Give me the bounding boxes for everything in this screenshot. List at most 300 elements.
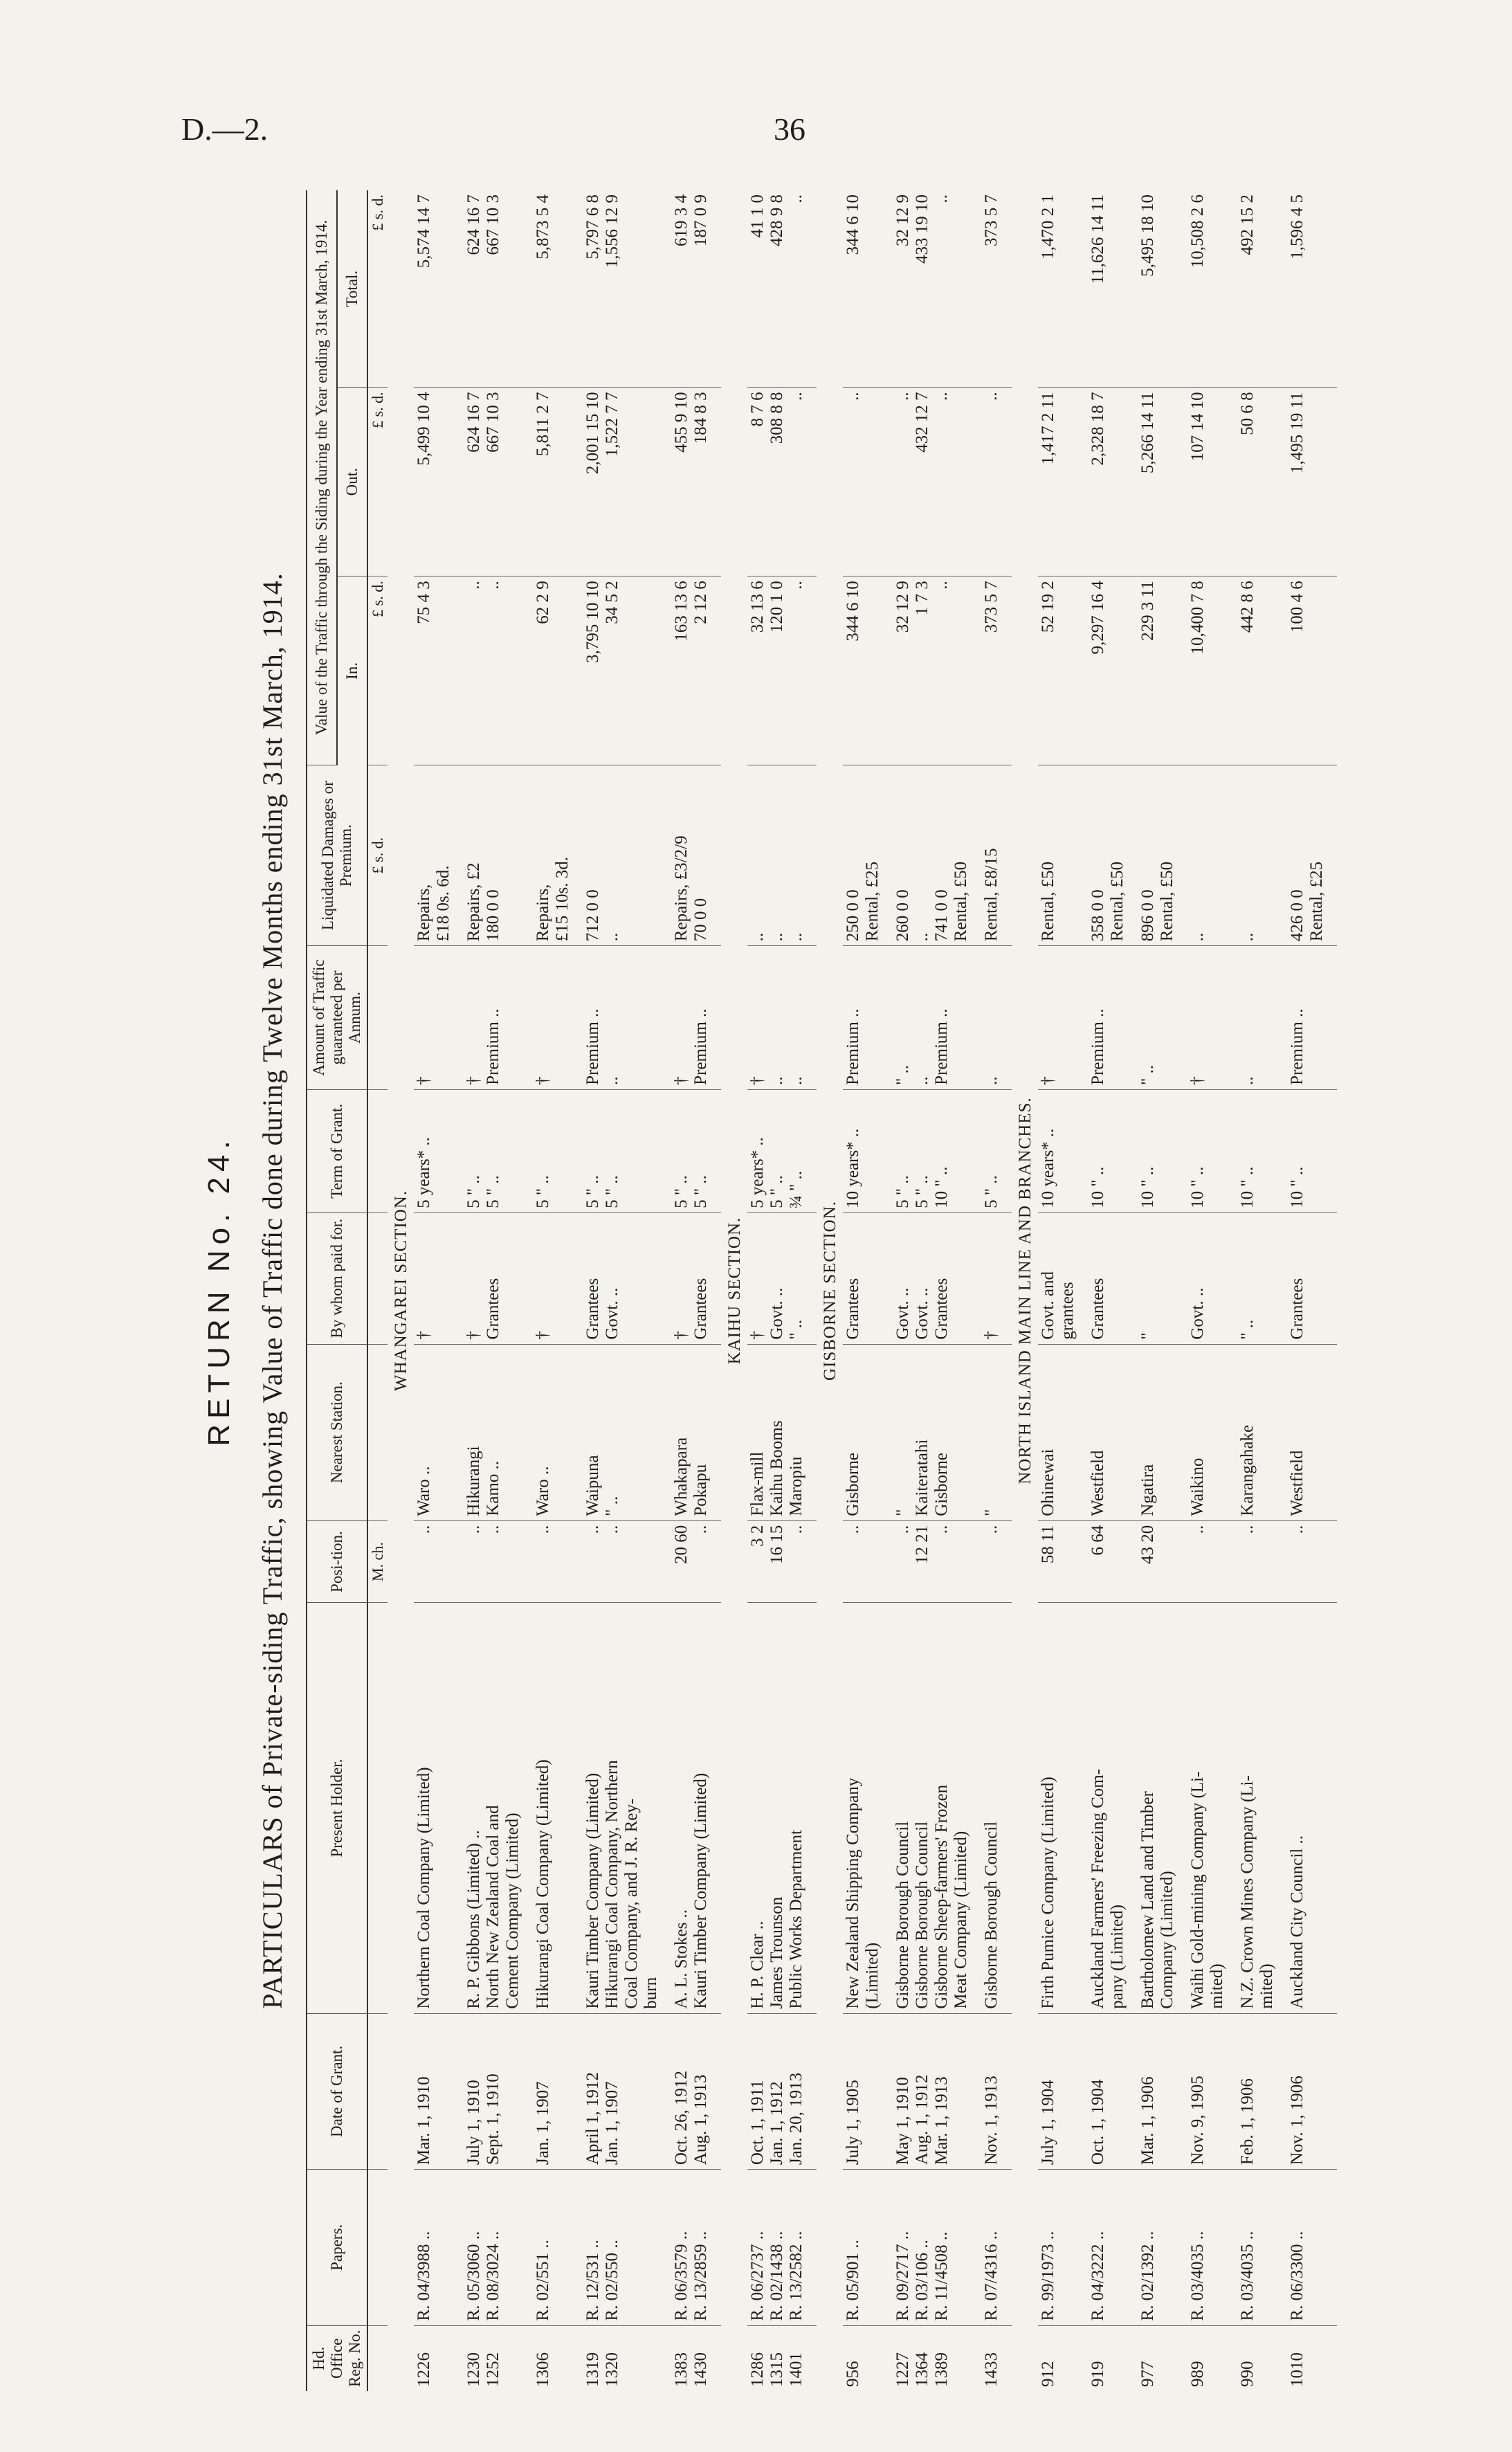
spacer-cell bbox=[1178, 576, 1187, 765]
spacer-cell bbox=[883, 1603, 893, 2013]
value-out-cell: 107 14 10 bbox=[1187, 388, 1228, 576]
station-cell: Waipuna " .. bbox=[583, 1344, 662, 1520]
spacer-cell bbox=[1327, 388, 1337, 576]
spacer-cell bbox=[662, 765, 671, 946]
guaranteed-cell: † bbox=[1187, 946, 1228, 1090]
value-out-cell: 624 16 7 667 10 3 bbox=[464, 388, 523, 576]
term-cell: 5 " .. bbox=[533, 1089, 573, 1213]
spacer-cell bbox=[454, 2013, 464, 2169]
station-cell: " bbox=[981, 1344, 1002, 1520]
reg-cell: 956 bbox=[844, 2361, 862, 2387]
value-in-cell: 32 13 6 120 1 0 .. bbox=[747, 576, 807, 765]
spacer-cell bbox=[883, 765, 893, 946]
spacer-cell bbox=[972, 1603, 981, 2013]
spacer-cell bbox=[1178, 1213, 1187, 1344]
papers-cell: R. 03/4035 .. bbox=[1187, 2170, 1228, 2325]
reg-cell: 1230 1252 bbox=[464, 2352, 502, 2387]
spacer-cell bbox=[1327, 1089, 1337, 1213]
date-cell: July 1, 1904 bbox=[1038, 2013, 1078, 2169]
spacer-cell bbox=[1078, 765, 1088, 946]
papers-cell: R. 09/2717 .. R. 03/106 .. R. 11/4508 .. bbox=[893, 2170, 972, 2325]
date-cell: Mar. 1, 1910 bbox=[414, 2013, 454, 2169]
spacer-cell bbox=[1277, 2325, 1287, 2391]
spacer-cell bbox=[807, 2170, 817, 2325]
table-row bbox=[1038, 190, 1078, 2391]
holder-cell: R. P. Gibbons (Limited) .. North New Zealand Coal and Cement Company (Limited) bbox=[464, 1603, 523, 2013]
station-cell: Karangahake bbox=[1237, 1344, 1277, 1520]
position-cell: 43 20 bbox=[1138, 1520, 1178, 1603]
term-cell: 5 " .. 5 " .. 10 " .. bbox=[893, 1089, 972, 1213]
date-cell: Nov. 9, 1905 bbox=[1187, 2013, 1228, 2169]
spacer-cell bbox=[1128, 576, 1138, 765]
spacer-cell bbox=[1327, 1344, 1337, 1520]
spacer-cell bbox=[454, 1603, 464, 2013]
spacer-cell bbox=[523, 1603, 533, 2013]
header-in: In. bbox=[337, 576, 367, 765]
spacer-cell bbox=[807, 576, 817, 765]
term-cell: 10 " .. bbox=[1287, 1089, 1327, 1213]
value-total-cell: 492 15 2 bbox=[1237, 190, 1277, 388]
spacer-cell bbox=[1327, 190, 1337, 388]
spacer-cell bbox=[1178, 388, 1187, 576]
spacer-cell bbox=[1277, 1089, 1287, 1213]
spacer-cell bbox=[1128, 2013, 1138, 2169]
position-cell: .. .. bbox=[583, 1520, 662, 1603]
spacer-cell bbox=[1228, 1213, 1237, 1344]
spacer-cell bbox=[573, 576, 583, 765]
reg-cell: 912 bbox=[1039, 2361, 1057, 2387]
value-out-cell: 1,417 2 11 bbox=[1038, 388, 1078, 576]
paid-by-cell: Grantees bbox=[1088, 1213, 1128, 1344]
damages-cell: Repairs, £15 10s. 3d. bbox=[533, 765, 573, 946]
return-main-title: PARTICULARS of Private-siding Traffic, showing Value of Traffic done during Twelve Months ending 31st March, 1914. bbox=[257, 572, 288, 2009]
table-row bbox=[1138, 190, 1178, 2391]
spacer-cell bbox=[523, 576, 533, 765]
spacer-cell bbox=[711, 190, 721, 388]
position-cell: .. bbox=[1287, 1520, 1327, 1603]
spacer-cell bbox=[523, 2013, 533, 2169]
spacer-cell bbox=[523, 2170, 533, 2325]
spacer-cell bbox=[1277, 1344, 1287, 1520]
paid-by-cell: † bbox=[981, 1213, 1002, 1344]
guaranteed-cell: † bbox=[1038, 946, 1078, 1090]
guaranteed-cell: † bbox=[414, 946, 454, 1090]
spacer-cell bbox=[1277, 1603, 1287, 2013]
row-spacer bbox=[1128, 190, 1138, 2391]
value-total-cell: 5,873 5 4 bbox=[533, 190, 573, 388]
spacer-cell bbox=[523, 1520, 533, 1603]
damages-cell: Repairs, £3/2/9 70 0 0 bbox=[671, 765, 711, 946]
spacer-cell bbox=[523, 1344, 533, 1520]
spacer-cell bbox=[1002, 765, 1012, 946]
value-total-cell: 41 1 0 428 9 8 .. bbox=[747, 190, 807, 388]
holder-cell: A. L. Stokes .. Kauri Timber Company (Limited) bbox=[671, 1603, 711, 2013]
term-cell: 10 " .. bbox=[1237, 1089, 1277, 1213]
spacer-cell bbox=[711, 1520, 721, 1603]
term-cell: 10 " .. bbox=[1088, 1089, 1128, 1213]
position-cell: 20 60 .. bbox=[671, 1520, 711, 1603]
spacer-cell bbox=[972, 1213, 981, 1344]
paid-by-cell: Grantees Govt. .. bbox=[583, 1213, 662, 1344]
spacer-cell bbox=[454, 765, 464, 946]
value-in-cell: 32 12 9 1 7 3 .. bbox=[893, 576, 972, 765]
holder-cell: Auckland Farmers' Freezing Com- pany (Limited) bbox=[1088, 1603, 1128, 2013]
paid-by-cell: † Grantees bbox=[671, 1213, 711, 1344]
section-heading-row bbox=[721, 190, 747, 2391]
spacer-cell bbox=[1327, 2013, 1337, 2169]
damages-cell: 260 0 0 .. 741 0 0 Rental, £50 bbox=[893, 765, 972, 946]
spacer-cell bbox=[1078, 2013, 1088, 2169]
guaranteed-cell: † bbox=[533, 946, 573, 1090]
value-out-cell: 50 6 8 bbox=[1237, 388, 1277, 576]
value-total-cell: 1,596 4 5 bbox=[1287, 190, 1327, 388]
spacer-cell bbox=[662, 1603, 671, 2013]
spacer-cell bbox=[454, 190, 464, 388]
value-out-cell: 5,266 14 11 bbox=[1138, 388, 1178, 576]
spacer-cell bbox=[454, 946, 464, 1090]
spacer-cell bbox=[454, 1213, 464, 1344]
holder-cell: N.Z. Crown Mines Company (Li- mited) bbox=[1237, 1603, 1277, 2013]
spacer-cell bbox=[711, 1089, 721, 1213]
unit-out: £ s. d. bbox=[367, 388, 388, 576]
holder-cell: Northern Coal Company (Limited) bbox=[414, 1603, 454, 2013]
guaranteed-cell: Premium .. .. bbox=[583, 946, 662, 1090]
value-in-cell: 3,795 10 10 34 5 2 bbox=[583, 576, 662, 765]
spacer-cell bbox=[573, 1520, 583, 1603]
term-cell: 5 " .. 5 " .. bbox=[671, 1089, 711, 1213]
spacer-cell bbox=[1078, 1089, 1088, 1213]
station-cell: Ohinewai bbox=[1038, 1344, 1078, 1520]
table-row bbox=[671, 190, 711, 2391]
spacer-cell bbox=[662, 1089, 671, 1213]
value-in-cell: 344 6 10 bbox=[843, 576, 883, 765]
holder-cell: Bartholomew Land and Timber Company (Limited) bbox=[1138, 1603, 1178, 2013]
position-cell: .. .. bbox=[464, 1520, 523, 1603]
spacer-cell bbox=[1327, 1213, 1337, 1344]
spacer-cell bbox=[1002, 1213, 1012, 1344]
row-spacer bbox=[883, 190, 893, 2391]
private-siding-table bbox=[306, 190, 1337, 2391]
date-cell: May 1, 1910 Aug. 1, 1912 Mar. 1, 1913 bbox=[893, 2013, 972, 2169]
page-reference: D.—2. bbox=[181, 111, 268, 147]
spacer-cell bbox=[1178, 1089, 1187, 1213]
papers-cell: R. 06/3300 .. bbox=[1287, 2170, 1327, 2325]
holder-cell: H. P. Clear .. James Trounson Public Works Department bbox=[747, 1603, 807, 2013]
spacer-cell bbox=[1128, 1344, 1138, 1520]
spacer-cell bbox=[1178, 765, 1187, 946]
value-out-cell: 2,328 18 7 bbox=[1088, 388, 1128, 576]
value-in-cell: 10,400 7 8 bbox=[1187, 576, 1228, 765]
spacer-cell bbox=[1078, 1213, 1088, 1344]
spacer-cell bbox=[883, 190, 893, 388]
spacer-cell bbox=[1128, 1520, 1138, 1603]
spacer-cell bbox=[972, 2325, 981, 2391]
papers-cell: R. 06/2737 .. R. 02/1438 .. R. 13/2582 .. bbox=[747, 2170, 807, 2325]
paid-by-cell: Govt. .. Govt. .. Grantees bbox=[893, 1213, 972, 1344]
position-cell: .. 12 21 .. bbox=[893, 1520, 972, 1603]
value-total-cell: 5,797 6 8 1,556 12 9 bbox=[583, 190, 662, 388]
spacer-cell bbox=[454, 1520, 464, 1603]
spacer-cell bbox=[1002, 1520, 1012, 1603]
position-cell: 58 11 bbox=[1038, 1520, 1078, 1603]
spacer-cell bbox=[1002, 2325, 1012, 2391]
spacer-cell bbox=[807, 1089, 817, 1213]
table-row bbox=[583, 190, 662, 2391]
spacer-cell bbox=[573, 765, 583, 946]
spacer-cell bbox=[573, 1344, 583, 1520]
date-cell: Jan. 1, 1907 bbox=[533, 2013, 573, 2169]
section-heading: WHANGAREI SECTION. bbox=[392, 1190, 410, 1392]
value-in-cell: 229 3 11 bbox=[1138, 576, 1178, 765]
damages-cell: 712 0 0 .. bbox=[583, 765, 662, 946]
spacer-cell bbox=[883, 946, 893, 1090]
header-damages: Liquidated Damages or Premium. bbox=[307, 765, 367, 946]
row-spacer bbox=[711, 190, 721, 2391]
station-cell: Waro .. bbox=[533, 1344, 573, 1520]
papers-cell: R. 02/551 .. bbox=[533, 2170, 573, 2325]
papers-cell: R. 03/4035 .. bbox=[1237, 2170, 1277, 2325]
spacer-cell bbox=[662, 190, 671, 388]
guaranteed-cell: " .. .. Premium .. bbox=[893, 946, 972, 1090]
papers-cell: R. 06/3579 .. R. 13/2859 .. bbox=[671, 2170, 711, 2325]
guaranteed-cell: Premium .. bbox=[1088, 946, 1128, 1090]
spacer-cell bbox=[972, 2170, 981, 2325]
spacer-cell bbox=[523, 190, 533, 388]
spacer-cell bbox=[1078, 1520, 1088, 1603]
spacer-cell bbox=[807, 2325, 817, 2391]
spacer-cell bbox=[1128, 765, 1138, 946]
paid-by-cell: Govt. .. bbox=[1187, 1213, 1228, 1344]
spacer-cell bbox=[662, 1213, 671, 1344]
damages-cell: 896 0 0 Rental, £50 bbox=[1138, 765, 1178, 946]
damages-cell: Rental, £50 bbox=[1038, 765, 1078, 946]
header-term: Term of Grant. bbox=[307, 1089, 367, 1213]
spacer-cell bbox=[1178, 1344, 1187, 1520]
spacer-cell bbox=[573, 2325, 583, 2391]
spacer-cell bbox=[454, 2325, 464, 2391]
value-in-cell: 75 4 3 bbox=[414, 576, 454, 765]
spacer-cell bbox=[1078, 1603, 1088, 2013]
spacer-cell bbox=[711, 2170, 721, 2325]
guaranteed-cell: † Premium .. bbox=[671, 946, 711, 1090]
spacer-cell bbox=[1002, 576, 1012, 765]
table-row bbox=[1287, 190, 1327, 2391]
value-total-cell: 5,495 18 10 bbox=[1138, 190, 1178, 388]
damages-cell: .. .. .. bbox=[747, 765, 807, 946]
header-total: Total. bbox=[337, 190, 367, 388]
spacer-cell bbox=[883, 2170, 893, 2325]
reg-cell: 977 bbox=[1138, 2361, 1157, 2387]
value-total-cell: 11,626 14 11 bbox=[1088, 190, 1128, 388]
spacer-cell bbox=[883, 2325, 893, 2391]
spacer-cell bbox=[573, 2170, 583, 2325]
value-total-cell: 344 6 10 bbox=[843, 190, 883, 388]
spacer-cell bbox=[662, 2325, 671, 2391]
spacer-cell bbox=[1178, 2170, 1187, 2325]
value-total-cell: 619 3 4 187 0 9 bbox=[671, 190, 711, 388]
spacer-cell bbox=[1128, 1089, 1138, 1213]
guaranteed-cell: " .. bbox=[1138, 946, 1178, 1090]
value-in-cell: 62 2 9 bbox=[533, 576, 573, 765]
value-total-cell: 10,508 2 6 bbox=[1187, 190, 1228, 388]
reg-cell: 1433 bbox=[982, 2352, 1001, 2387]
spacer-cell bbox=[807, 946, 817, 1090]
position-cell: .. bbox=[414, 1520, 454, 1603]
spacer-cell bbox=[1002, 946, 1012, 1090]
value-total-cell: 373 5 7 bbox=[981, 190, 1002, 388]
spacer-cell bbox=[1128, 2325, 1138, 2391]
papers-cell: R. 07/4316 .. bbox=[981, 2170, 1002, 2325]
spacer-cell bbox=[807, 2013, 817, 2169]
spacer-cell bbox=[1002, 388, 1012, 576]
table-row bbox=[747, 190, 807, 2391]
spacer-cell bbox=[1002, 1344, 1012, 1520]
spacer-cell bbox=[573, 1213, 583, 1344]
header-value-group: Value of the Traffic through the Siding during the Year ending 31st March, 1914. bbox=[307, 190, 337, 765]
date-cell: Oct. 1, 1904 bbox=[1088, 2013, 1128, 2169]
header-guaranteed: Amount of Traffic guaranteed per Annum. bbox=[307, 946, 367, 1090]
spacer-cell bbox=[711, 765, 721, 946]
paid-by-cell: Grantees bbox=[843, 1213, 883, 1344]
papers-cell: R. 05/3060 .. R. 08/3024 .. bbox=[464, 2170, 523, 2325]
date-cell: July 1, 1905 bbox=[843, 2013, 883, 2169]
spacer-cell bbox=[883, 1213, 893, 1344]
term-cell: 10 " .. bbox=[1138, 1089, 1178, 1213]
spacer-cell bbox=[711, 946, 721, 1090]
spacer-cell bbox=[1228, 190, 1237, 388]
spacer-cell bbox=[711, 2013, 721, 2169]
reg-cell: 1319 1320 bbox=[583, 2352, 621, 2387]
value-out-cell: 5,811 2 7 bbox=[533, 388, 573, 576]
row-spacer bbox=[1277, 190, 1287, 2391]
value-out-cell: 8 7 6 308 8 8 .. bbox=[747, 388, 807, 576]
value-out-cell: 5,499 10 4 bbox=[414, 388, 454, 576]
spacer-cell bbox=[883, 1520, 893, 1603]
paid-by-cell: † Grantees bbox=[464, 1213, 523, 1344]
position-cell: .. bbox=[533, 1520, 573, 1603]
spacer-cell bbox=[573, 388, 583, 576]
spacer-cell bbox=[883, 576, 893, 765]
spacer-cell bbox=[883, 2013, 893, 2169]
position-cell: .. bbox=[843, 1520, 883, 1603]
spacer-cell bbox=[1277, 1213, 1287, 1344]
value-out-cell: 2,001 15 10 1,522 7 7 bbox=[583, 388, 662, 576]
value-out-cell: .. bbox=[843, 388, 883, 576]
holder-cell: Gisborne Borough Council Gisborne Borough Council Gisborne Sheep-farmers' Frozen Meat Company (Limited) bbox=[893, 1603, 972, 2013]
spacer-cell bbox=[1277, 388, 1287, 576]
spacer-cell bbox=[1277, 765, 1287, 946]
spacer-cell bbox=[807, 1603, 817, 2013]
row-spacer bbox=[1078, 190, 1088, 2391]
station-cell: Hikurangi Kamo .. bbox=[464, 1344, 523, 1520]
spacer-cell bbox=[1327, 1603, 1337, 2013]
spacer-cell bbox=[1327, 576, 1337, 765]
term-cell: 10 " .. bbox=[1187, 1089, 1228, 1213]
reg-cell: 1226 bbox=[415, 2352, 433, 2387]
value-in-cell: 373 5 7 bbox=[981, 576, 1002, 765]
station-cell: Ngatira bbox=[1138, 1344, 1178, 1520]
unit-in: £ s. d. bbox=[367, 576, 388, 765]
paid-by-cell: " .. bbox=[1237, 1213, 1277, 1344]
holder-cell: Hikurangi Coal Company (Limited) bbox=[533, 1603, 573, 2013]
table-row bbox=[464, 190, 523, 2391]
spacer-cell bbox=[1178, 946, 1187, 1090]
value-total-cell: 5,574 14 7 bbox=[414, 190, 454, 388]
holder-cell: Gisborne Borough Council bbox=[981, 1603, 1002, 2013]
spacer-cell bbox=[523, 1213, 533, 1344]
table-row bbox=[843, 190, 883, 2391]
spacer-cell bbox=[972, 2013, 981, 2169]
guaranteed-cell: Premium .. bbox=[1287, 946, 1327, 1090]
reg-cell: 990 bbox=[1238, 2361, 1257, 2387]
date-cell: Feb. 1, 1906 bbox=[1237, 2013, 1277, 2169]
value-total-cell: 32 12 9 433 19 10 .. bbox=[893, 190, 972, 388]
spacer-cell bbox=[1128, 388, 1138, 576]
spacer-cell bbox=[1078, 190, 1088, 388]
term-cell: 5 " .. 5 " .. bbox=[464, 1089, 523, 1213]
spacer-cell bbox=[1228, 1603, 1237, 2013]
holder-cell: Auckland City Council .. bbox=[1287, 1603, 1327, 2013]
spacer-cell bbox=[883, 1089, 893, 1213]
spacer-cell bbox=[1277, 2170, 1287, 2325]
spacer-cell bbox=[523, 388, 533, 576]
table-row bbox=[981, 190, 1002, 2391]
row-spacer bbox=[454, 190, 464, 2391]
spacer-cell bbox=[662, 576, 671, 765]
spacer-cell bbox=[662, 388, 671, 576]
header-date: Date of Grant. bbox=[307, 2013, 367, 2169]
holder-cell: Firth Pumice Company (Limited) bbox=[1038, 1603, 1078, 2013]
position-cell: 6 64 bbox=[1088, 1520, 1128, 1603]
spacer-cell bbox=[807, 1213, 817, 1344]
spacer-cell bbox=[1277, 946, 1287, 1090]
spacer-cell bbox=[972, 1089, 981, 1213]
spacer-cell bbox=[454, 388, 464, 576]
date-cell: Nov. 1, 1906 bbox=[1287, 2013, 1327, 2169]
date-cell: Nov. 1, 1913 bbox=[981, 2013, 1002, 2169]
spacer-cell bbox=[807, 765, 817, 946]
papers-cell: R. 99/1973 .. bbox=[1038, 2170, 1078, 2325]
spacer-cell bbox=[1228, 576, 1237, 765]
spacer-cell bbox=[1128, 1603, 1138, 2013]
spacer-cell bbox=[1078, 576, 1088, 765]
papers-cell: R. 04/3988 .. bbox=[414, 2170, 454, 2325]
spacer-cell bbox=[711, 576, 721, 765]
reg-cell: 1306 bbox=[534, 2352, 552, 2387]
guaranteed-cell: .. bbox=[1237, 946, 1277, 1090]
spacer-cell bbox=[972, 388, 981, 576]
spacer-cell bbox=[573, 1603, 583, 2013]
row-spacer bbox=[1327, 190, 1337, 2391]
spacer-cell bbox=[883, 1344, 893, 1520]
term-cell: 5 " .. bbox=[981, 1089, 1002, 1213]
papers-cell: R. 05/901 .. bbox=[843, 2170, 883, 2325]
guaranteed-cell: † .. .. bbox=[747, 946, 807, 1090]
value-in-cell: 163 13 6 2 12 6 bbox=[671, 576, 711, 765]
rotated-return-table bbox=[202, 190, 1434, 2391]
value-in-cell: 100 4 6 bbox=[1287, 576, 1327, 765]
header-station: Nearest Station. bbox=[307, 1344, 367, 1520]
spacer-cell bbox=[662, 2170, 671, 2325]
table-row bbox=[414, 190, 454, 2391]
row-spacer bbox=[1002, 190, 1012, 2391]
station-cell: Waikino bbox=[1187, 1344, 1228, 1520]
spacer-cell bbox=[1327, 2325, 1337, 2391]
spacer-cell bbox=[972, 946, 981, 1090]
value-total-cell: 624 16 7 667 10 3 bbox=[464, 190, 523, 388]
date-cell: Mar. 1, 1906 bbox=[1138, 2013, 1178, 2169]
papers-cell: R. 02/1392 .. bbox=[1138, 2170, 1178, 2325]
